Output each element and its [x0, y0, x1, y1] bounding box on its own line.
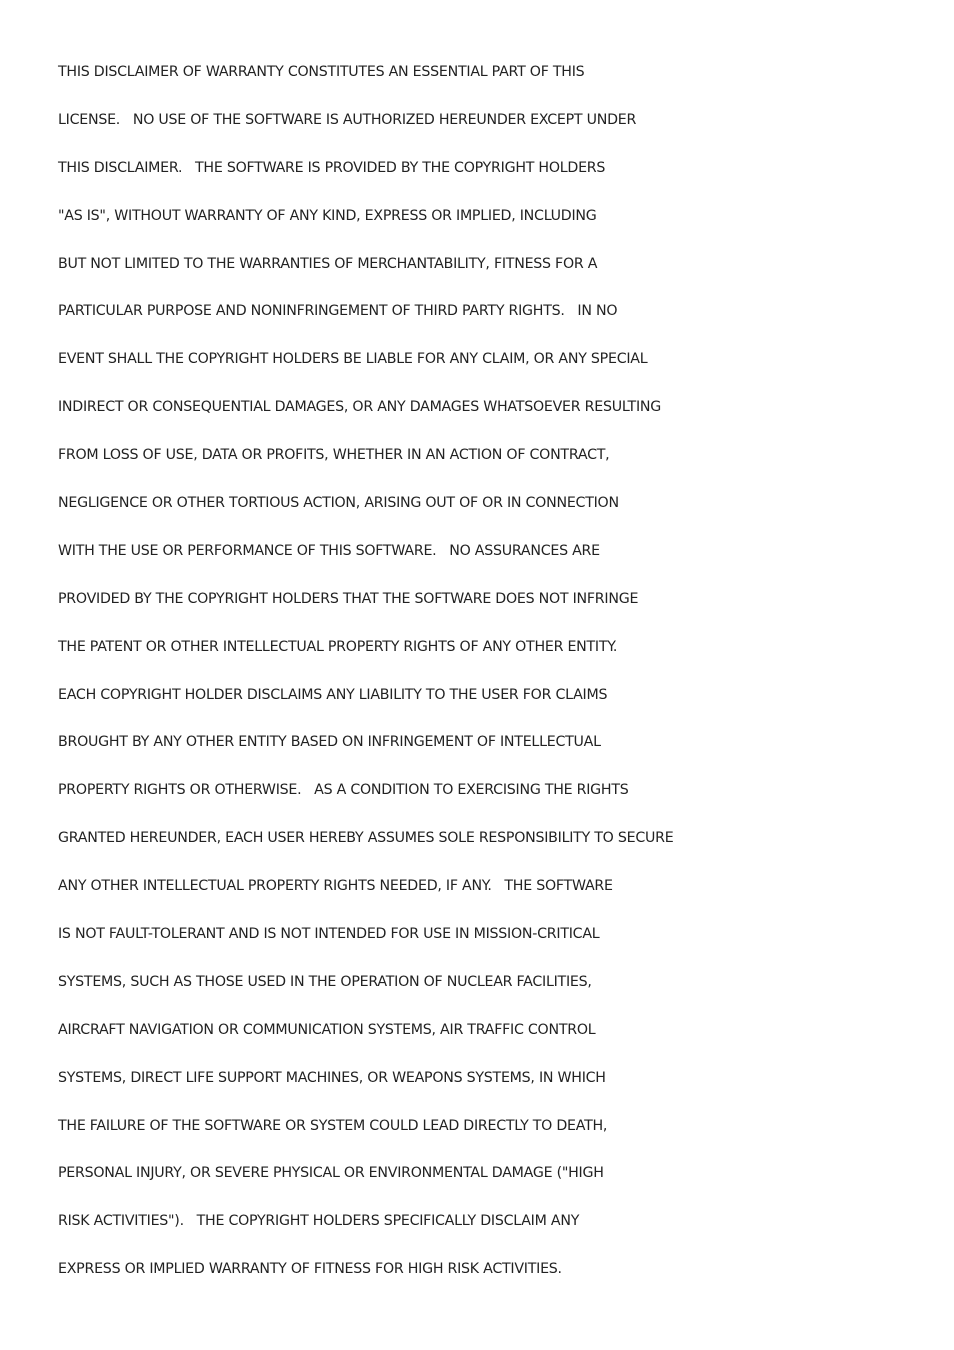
disclaimer-line: EVENT SHALL THE COPYRIGHT HOLDERS BE LIABLE FOR ANY CLAIM, OR ANY SPECIAL — [58, 351, 648, 368]
disclaimer-line: RISK ACTIVITIES"). THE COPYRIGHT HOLDERS SPECIFICALLY DISCLAIM ANY — [58, 1213, 580, 1230]
disclaimer-line: INDIRECT OR CONSEQUENTIAL DAMAGES, OR ANY DAMAGES WHATSOEVER RESULTING — [58, 399, 661, 416]
disclaimer-line: PERSONAL INJURY, OR SEVERE PHYSICAL OR ENVIRONMENTAL DAMAGE ("HIGH — [58, 1165, 604, 1182]
disclaimer-line: PROVIDED BY THE COPYRIGHT HOLDERS THAT THE SOFTWARE DOES NOT INFRINGE — [58, 590, 639, 607]
disclaimer-line: LICENSE. NO USE OF THE SOFTWARE IS AUTHORIZED HEREUNDER EXCEPT UNDER — [58, 111, 637, 128]
disclaimer-line: ANY OTHER INTELLECTUAL PROPERTY RIGHTS NEEDED, IF ANY. THE SOFTWARE — [58, 878, 613, 895]
disclaimer-line: BUT NOT LIMITED TO THE WARRANTIES OF MERCHANTABILITY, FITNESS FOR A — [58, 255, 598, 272]
disclaimer-text-block — [58, 60, 938, 1305]
disclaimer-line: AIRCRAFT NAVIGATION OR COMMUNICATION SYSTEMS, AIR TRAFFIC CONTROL — [58, 1021, 596, 1038]
disclaimer-line: NEGLIGENCE OR OTHER TORTIOUS ACTION, ARISING OUT OF OR IN CONNECTION — [58, 495, 619, 512]
disclaimer-line: THE PATENT OR OTHER INTELLECTUAL PROPERTY RIGHTS OF ANY OTHER ENTITY. — [58, 638, 618, 655]
disclaimer-line: GRANTED HEREUNDER, EACH USER HEREBY ASSUMES SOLE RESPONSIBILITY TO SECURE — [58, 830, 674, 847]
disclaimer-line: EACH COPYRIGHT HOLDER DISCLAIMS ANY LIABILITY TO THE USER FOR CLAIMS — [58, 686, 608, 703]
disclaimer-line: THIS DISCLAIMER. THE SOFTWARE IS PROVIDED BY THE COPYRIGHT HOLDERS — [58, 159, 606, 176]
disclaimer-line: "AS IS", WITHOUT WARRANTY OF ANY KIND, EXPRESS OR IMPLIED, INCLUDING — [58, 207, 597, 224]
disclaimer-line: THE FAILURE OF THE SOFTWARE OR SYSTEM COULD LEAD DIRECTLY TO DEATH, — [58, 1117, 608, 1134]
disclaimer-line: THIS DISCLAIMER OF WARRANTY CONSTITUTES AN ESSENTIAL PART OF THIS — [58, 64, 585, 80]
disclaimer-line: PROPERTY RIGHTS OR OTHERWISE. AS A CONDITION TO EXERCISING THE RIGHTS — [58, 782, 629, 799]
disclaimer-line: EXPRESS OR IMPLIED WARRANTY OF FITNESS FOR HIGH RISK ACTIVITIES. — [58, 1261, 562, 1278]
disclaimer-line: SYSTEMS, DIRECT LIFE SUPPORT MACHINES, OR WEAPONS SYSTEMS, IN WHICH — [58, 1069, 606, 1086]
disclaimer-line: SYSTEMS, SUCH AS THOSE USED IN THE OPERATION OF NUCLEAR FACILITIES, — [58, 973, 592, 990]
disclaimer-line: PARTICULAR PURPOSE AND NONINFRINGEMENT OF THIRD PARTY RIGHTS. IN NO — [58, 303, 618, 320]
disclaimer-line: WITH THE USE OR PERFORMANCE OF THIS SOFTWARE. NO ASSURANCES ARE — [58, 542, 600, 559]
disclaimer-line: FROM LOSS OF USE, DATA OR PROFITS, WHETHER IN AN ACTION OF CONTRACT, — [58, 447, 610, 464]
disclaimer-line: IS NOT FAULT-TOLERANT AND IS NOT INTENDED FOR USE IN MISSION-CRITICAL — [58, 926, 600, 943]
disclaimer-line: BROUGHT BY ANY OTHER ENTITY BASED ON INFRINGEMENT OF INTELLECTUAL — [58, 734, 601, 751]
